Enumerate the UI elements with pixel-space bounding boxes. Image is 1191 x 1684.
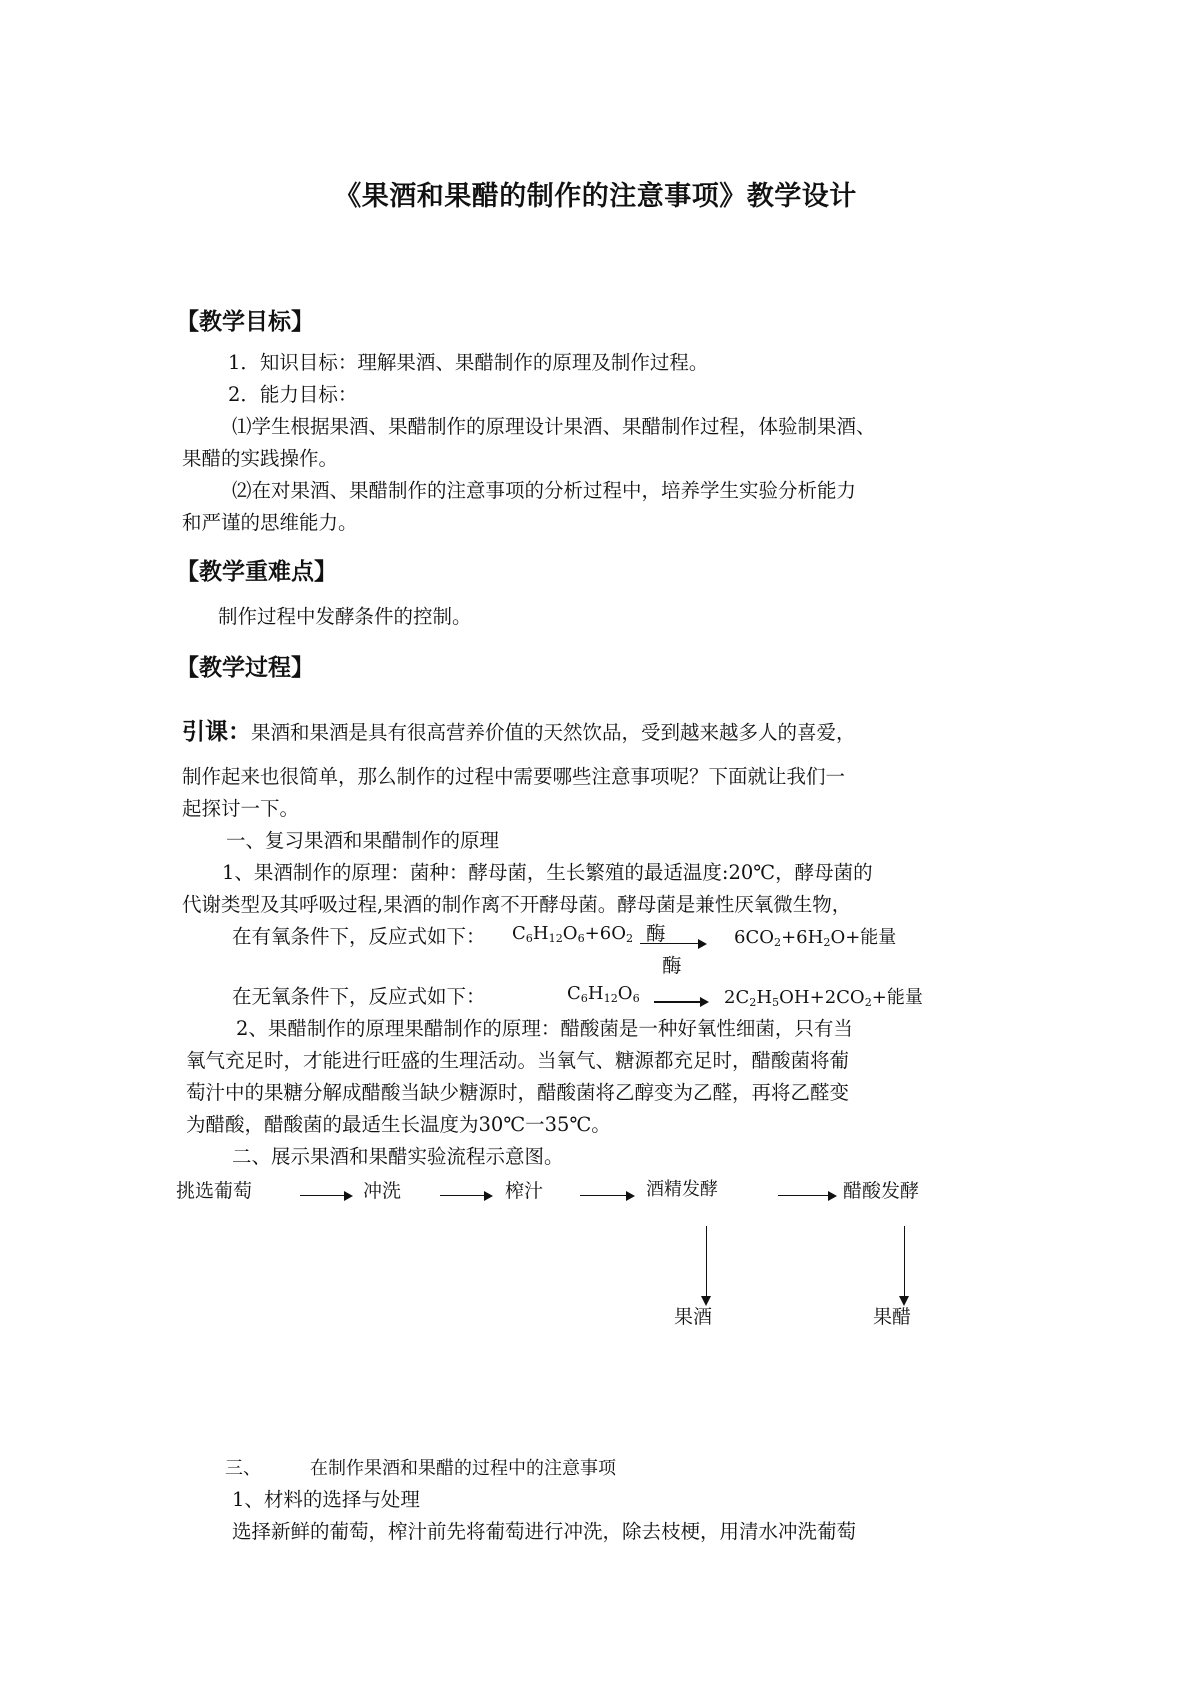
keypoints-heading: 【教学重难点】 [176,559,337,585]
part1-p2-line3: 萄汁中的果糖分解成醋酸当缺少糖源时，醋酸菌将乙醇变为乙醛，再将乙醛变 [186,1081,850,1104]
flow-output-fruit-vinegar: 果醋 [873,1306,912,1328]
flow-arrow-1 [300,1195,346,1196]
keypoints-text: 制作过程中发酵条件的控制。 [218,605,472,628]
objective-ability-2-line1: ⑵在对果酒、果醋制作的注意事项的分析过程中，培养学生实验分析能力 [232,479,857,502]
anaerobic-equation-reactant: $C_6H_{12}O_6$ [567,983,640,1005]
flow-step-juice: 榨汁 [505,1180,544,1202]
aerobic-enzyme-label: 酶 [646,922,666,945]
flow-step-acetic-fermentation: 醋酸发酵 [843,1180,920,1202]
flow-arrow-2 [440,1195,486,1196]
flow-step-rinse: 冲洗 [363,1180,402,1202]
aerobic-equation-reactant: $C_6H_{12}O_6+6O_2$ [512,923,634,945]
anaerobic-reaction-arrow-head [700,997,709,1007]
intro-text-line1: 果酒和果酒是具有很高营养价值的天然饮品，受到越来越多人的喜爱， [251,721,856,744]
flow-arrow-2-head [484,1191,493,1201]
flow-step-select-grapes: 挑选葡萄 [176,1180,253,1202]
objective-knowledge: 1．知识目标：理解果酒、果醋制作的原理及制作过程。 [228,351,709,374]
flow-arrow-3 [580,1195,628,1196]
page-title: 《果酒和果醋的制作的注意事项》教学设计 [334,181,857,212]
part1-p2-line2: 氧气充足时，才能进行旺盛的生理活动。当氧气、糖源都充足时，醋酸菌将葡 [186,1049,850,1072]
flow-step-alcohol-fermentation: 酒精发酵 [646,1179,718,1200]
aerobic-equation-prefix: 在有氧条件下，反应式如下： [232,925,486,948]
process-heading: 【教学过程】 [176,655,314,681]
anaerobic-reaction-arrow-line [654,1001,702,1003]
part3-sub1: 1、材料的选择与处理 [232,1488,420,1511]
objective-ability: 2．能力目标： [228,383,358,406]
intro-line1 [182,713,856,749]
part3-heading: 在制作果酒和果醋的过程中的注意事项 [310,1458,616,1479]
intro-label: 引课： [182,719,251,745]
objectives-heading: 【教学目标】 [176,309,314,335]
intro-line3: 起探讨一下。 [182,797,300,820]
part2-heading: 二、展示果酒和果醋实验流程示意图。 [232,1145,564,1168]
anaerobic-enzyme-label: 酶 [662,954,682,977]
part3-number: 三、 [225,1458,261,1479]
part1-p1-line1: 1、果酒制作的原理：菌种：酵母菌，生长繁殖的最适温度:20℃，酵母菌的 [222,861,873,884]
flow-down-arrow-wine [706,1226,707,1298]
objective-ability-2-line2: 和严谨的思维能力。 [182,511,358,534]
anaerobic-equation-prefix: 在无氧条件下，反应式如下： [232,985,486,1008]
flow-arrow-3-head [626,1191,635,1201]
flow-down-arrow-vinegar [904,1226,905,1298]
flow-output-fruit-wine: 果酒 [674,1306,713,1328]
part1-p2-line1: 2、果醋制作的原理果醋制作的原理：醋酸菌是一种好氧性细菌，只有当 [236,1017,853,1040]
flow-arrow-4 [778,1195,830,1196]
flow-arrow-1-head [344,1191,353,1201]
objective-ability-1-line1: ⑴学生根据果酒、果醋制作的原理设计果酒、果醋制作过程，体验制果酒、 [232,415,876,438]
objective-ability-1-line2: 果醋的实践操作。 [182,447,339,470]
part3-text1: 选择新鲜的葡萄，榨汁前先将葡萄进行冲洗，除去枝梗，用清水冲洗葡萄 [232,1520,857,1543]
flow-arrow-4-head [828,1191,837,1201]
part1-heading: 一、复习果酒和果醋制作的原理 [226,829,500,852]
aerobic-reaction-arrow-line [640,943,700,944]
aerobic-reaction-arrow-head [698,939,707,949]
part1-p2-line4: 为醋酸，醋酸菌的最适生长温度为30℃一35℃。 [186,1113,611,1136]
intro-line2: 制作起来也很简单，那么制作的过程中需要哪些注意事项呢？下面就让我们一 [182,765,846,788]
part1-p1-line2: 代谢类型及其呼吸过程,果酒的制作离不开酵母菌。酵母菌是兼性厌氧微生物， [182,893,852,916]
anaerobic-equation-product: $2C_2H_5OH+2CO_2+$能量 [724,987,923,1009]
aerobic-equation-product: $6CO_2+6H_2O+$能量 [734,927,897,949]
